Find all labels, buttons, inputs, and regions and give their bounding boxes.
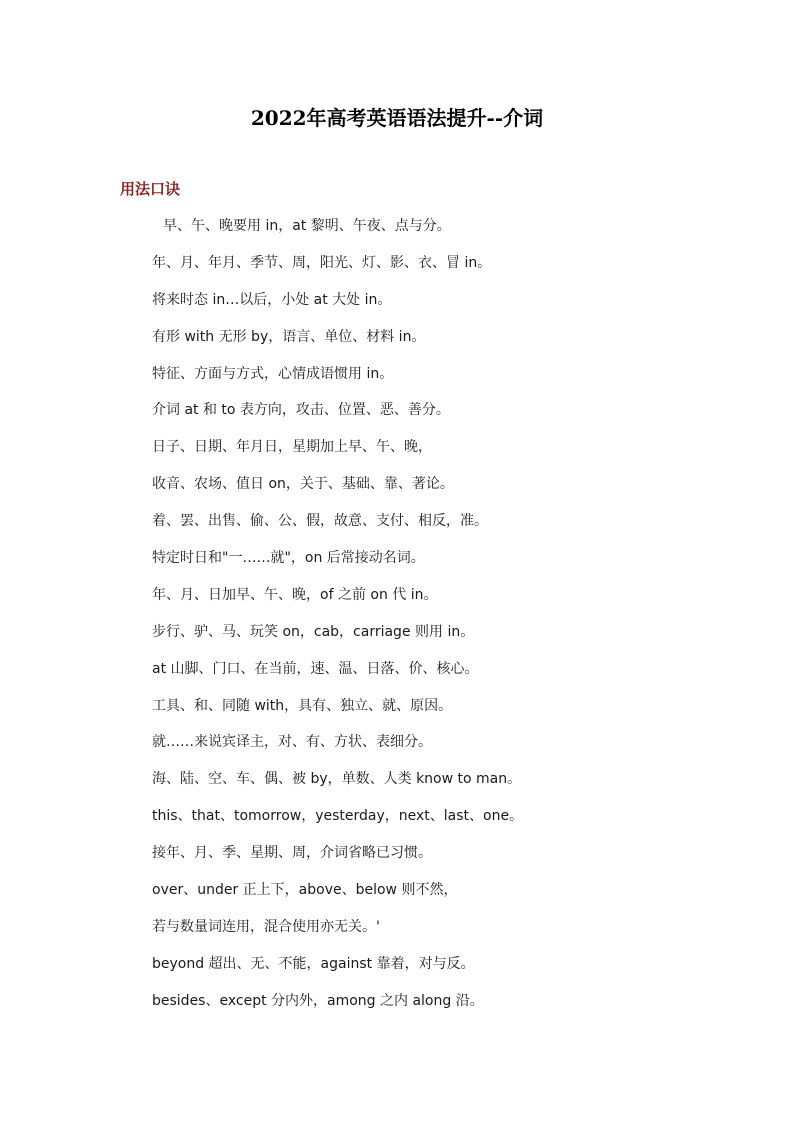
verse-line: 年、月、年月、季节、周，阳光、灯、影、衣、冒 in。 xyxy=(152,254,492,271)
verse-line: 海、陆、空、车、偶、被 by，单数、人类 know to man。 xyxy=(152,771,522,788)
verse-line: 特征、方面与方式，心情成语惯用 in。 xyxy=(152,365,394,382)
verse-line: at 山脚、门口、在当前，速、温、日落、价、核心。 xyxy=(152,660,479,677)
verse-line: 若与数量词连用，混合使用亦无关。' xyxy=(152,918,380,935)
verse-line: this、that、tomorrow，yesterday，next、last、one。 xyxy=(152,808,524,825)
verse-line: 着、罢、出售、偷、公、假，故意、支付、相反，准。 xyxy=(152,513,488,530)
verse-line: 步行、驴、马、玩笑 on，cab，carriage 则用 in。 xyxy=(152,623,475,640)
verse-line: 特定时日和"一……就"，on 后常接动名词。 xyxy=(152,550,425,567)
verse-line: 接年、月、季、星期、周，介词省略已习惯。 xyxy=(152,845,432,862)
verse-line: 介词 at 和 to 表方向，攻击、位置、恶、善分。 xyxy=(152,402,450,419)
verse-line: 有形 with 无形 by，语言、单位、材料 in。 xyxy=(152,328,426,345)
verse-line: 工具、和、同随 with，具有、独立、就、原因。 xyxy=(152,697,453,714)
verse-line: 年、月、日加早、午、晚，of 之前 on 代 in。 xyxy=(152,586,438,603)
verse-line: beyond 超出、无、不能，against 靠着，对与反。 xyxy=(152,955,475,972)
section-heading: 用法口诀 xyxy=(120,180,181,198)
verse-line: besides、except 分内外，among 之内 along 沿。 xyxy=(152,992,484,1009)
verse-line: 就……来说宾译主，对、有、方状、表细分。 xyxy=(152,734,432,751)
mnemonic-verse xyxy=(152,214,752,1026)
verse-line: 将来时态 in…以后，小处 at 大处 in。 xyxy=(152,291,392,308)
verse-line: 早、午、晚要用 in，at 黎明、午夜、点与分。 xyxy=(163,218,451,234)
verse-line: 日子、日期、年月日，星期加上早、午、晚， xyxy=(152,439,432,456)
document-title: 2022年高考英语语法提升--介词 xyxy=(250,106,544,130)
verse-line: 收音、农场、值日 on，关于、基础、靠、著论。 xyxy=(152,476,454,493)
verse-line: over、under 正上下，above、below 则不然， xyxy=(152,882,458,899)
